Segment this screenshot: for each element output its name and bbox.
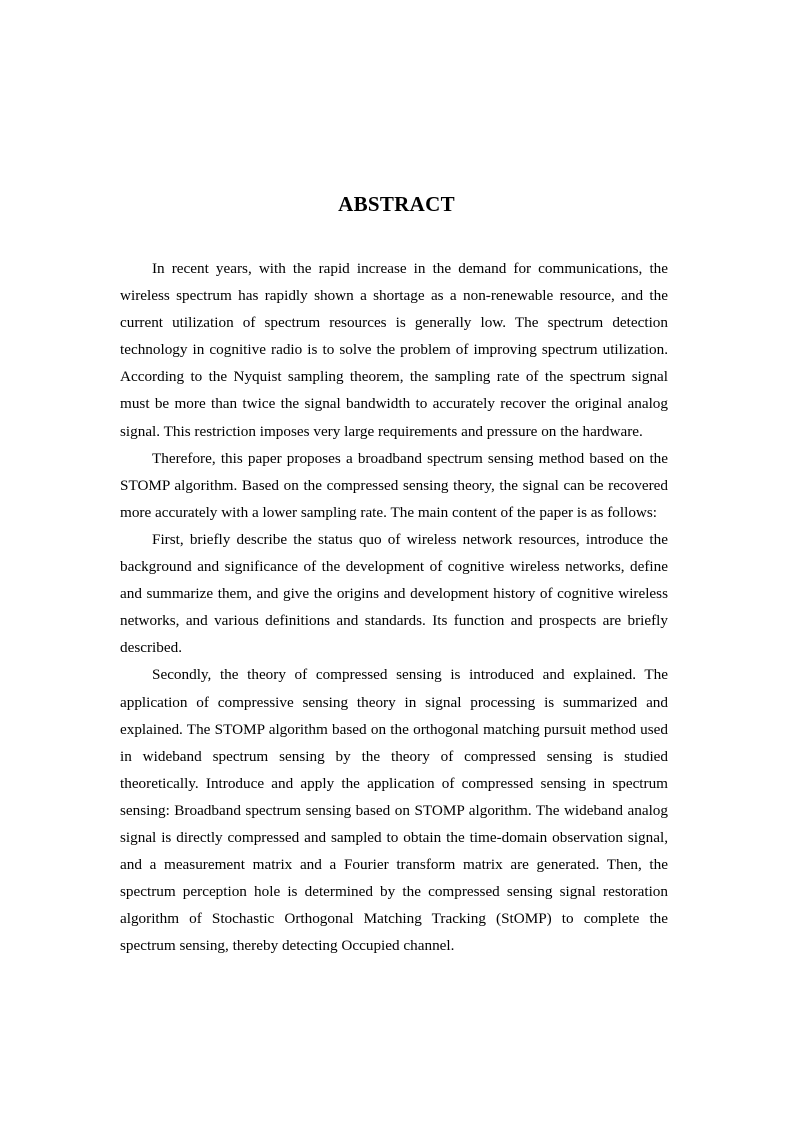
abstract-paragraph: Therefore, this paper proposes a broadband spectrum sensing method based on the STOMP algorithm. Based on the compressed sensing theory, the signal can be recovered more accurately with a lower sampling rate. The main content of the paper is as follows: <box>120 449 668 521</box>
abstract-body <box>120 255 668 959</box>
abstract-paragraph: First, briefly describe the status quo of wireless network resources, introduce the background and significance of the development of cognitive wireless networks, define and summarize them, and give the origins and development history of cognitive wireless networks, and various definitions and standards. Its function and prospects are briefly described. <box>120 530 668 657</box>
abstract-paragraph: Secondly, the theory of compressed sensing is introduced and explained. The application of compressive sensing theory in signal processing is summarized and explained. The STOMP algorithm based on the orthogonal matching pursuit method used in wideband spectrum sensing by the theory of compressed sensing is studied theoretically. Introduce and apply the application of compressed sensing in spectrum sensing: Broadband spectrum sensing based on STOMP algorithm. The wideband analog signal is directly compressed and sampled to obtain the time-domain observation signal, and a measurement matrix and a Fourier transform matrix are generated. Then, the spectrum perception hole is determined by the compressed sensing signal restoration algorithm of Stochastic Orthogonal Matching Tracking (StOMP) to complete the spectrum sensing, thereby detecting Occupied channel. <box>120 666 668 955</box>
abstract-paragraph: In recent years, with the rapid increase in the demand for communications, the wireless spectrum has rapidly shown a shortage as a non-renewable resource, and the current utilization of spectrum resources is generally low. The spectrum detection technology in cognitive radio is to solve the problem of improving spectrum utilization. According to the Nyquist sampling theorem, the sampling rate of the spectrum signal must be more than twice the signal bandwidth to accurately recover the original analog signal. This restriction imposes very large requirements and pressure on the hardware. <box>120 260 668 440</box>
page-title: ABSTRACT <box>338 192 455 216</box>
